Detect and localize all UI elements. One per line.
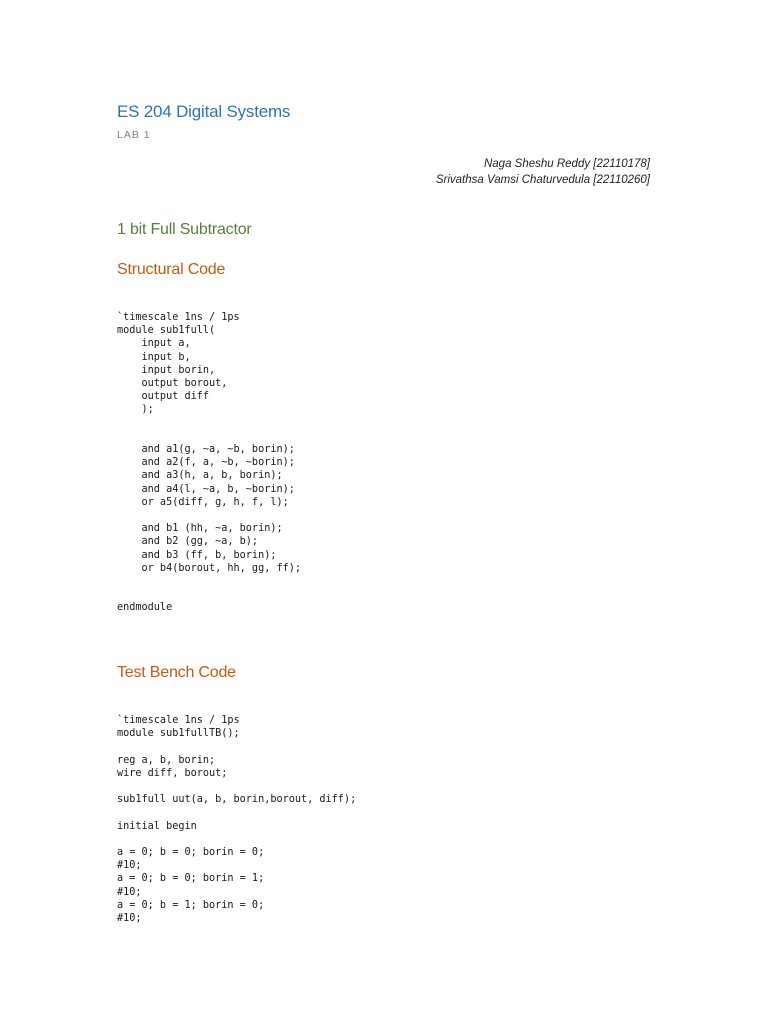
testbench-code-heading: Test Bench Code: [117, 664, 236, 681]
document-title: ES 204 Digital Systems: [117, 102, 291, 121]
structural-code-heading: Structural Code: [117, 261, 226, 278]
structural-code-block: `timescale 1ns / 1ps module sub1full( input a, input b, input borin, output borout, output diff ); and a1(g, ~a, ~b, borin); and a2(f, a, ~b, ~borin); and a3(h, a, b, borin); and a4(l, ~a, b, ~borin); or a5(diff, g, h, f, l); and b1 (hh, ~a, borin); and b2 (gg, ~a, b); and b3 (ff, b, borin); or b4(borout, hh, gg, ff); endmodule: [117, 312, 302, 614]
testbench-code-block: `timescale 1ns / 1ps module sub1fullTB(); reg a, b, borin; wire diff, borout; sub1full uut(a, b, borin,borout, diff); initial begin a = 0; b = 0; borin = 0; #10; a = 0; b = 0; borin = 1; #10; a = 0; b = 1; borin = 0; #10;: [117, 715, 357, 925]
author-block: [436, 156, 650, 188]
author-line: Srivathsa Vamsi Chaturvedula [22110260]: [435, 174, 650, 186]
document-subtitle: LAB 1: [117, 129, 151, 141]
main-heading: 1 bit Full Subtractor: [117, 221, 252, 238]
author-line: Naga Sheshu Reddy [22110178]: [483, 158, 650, 170]
